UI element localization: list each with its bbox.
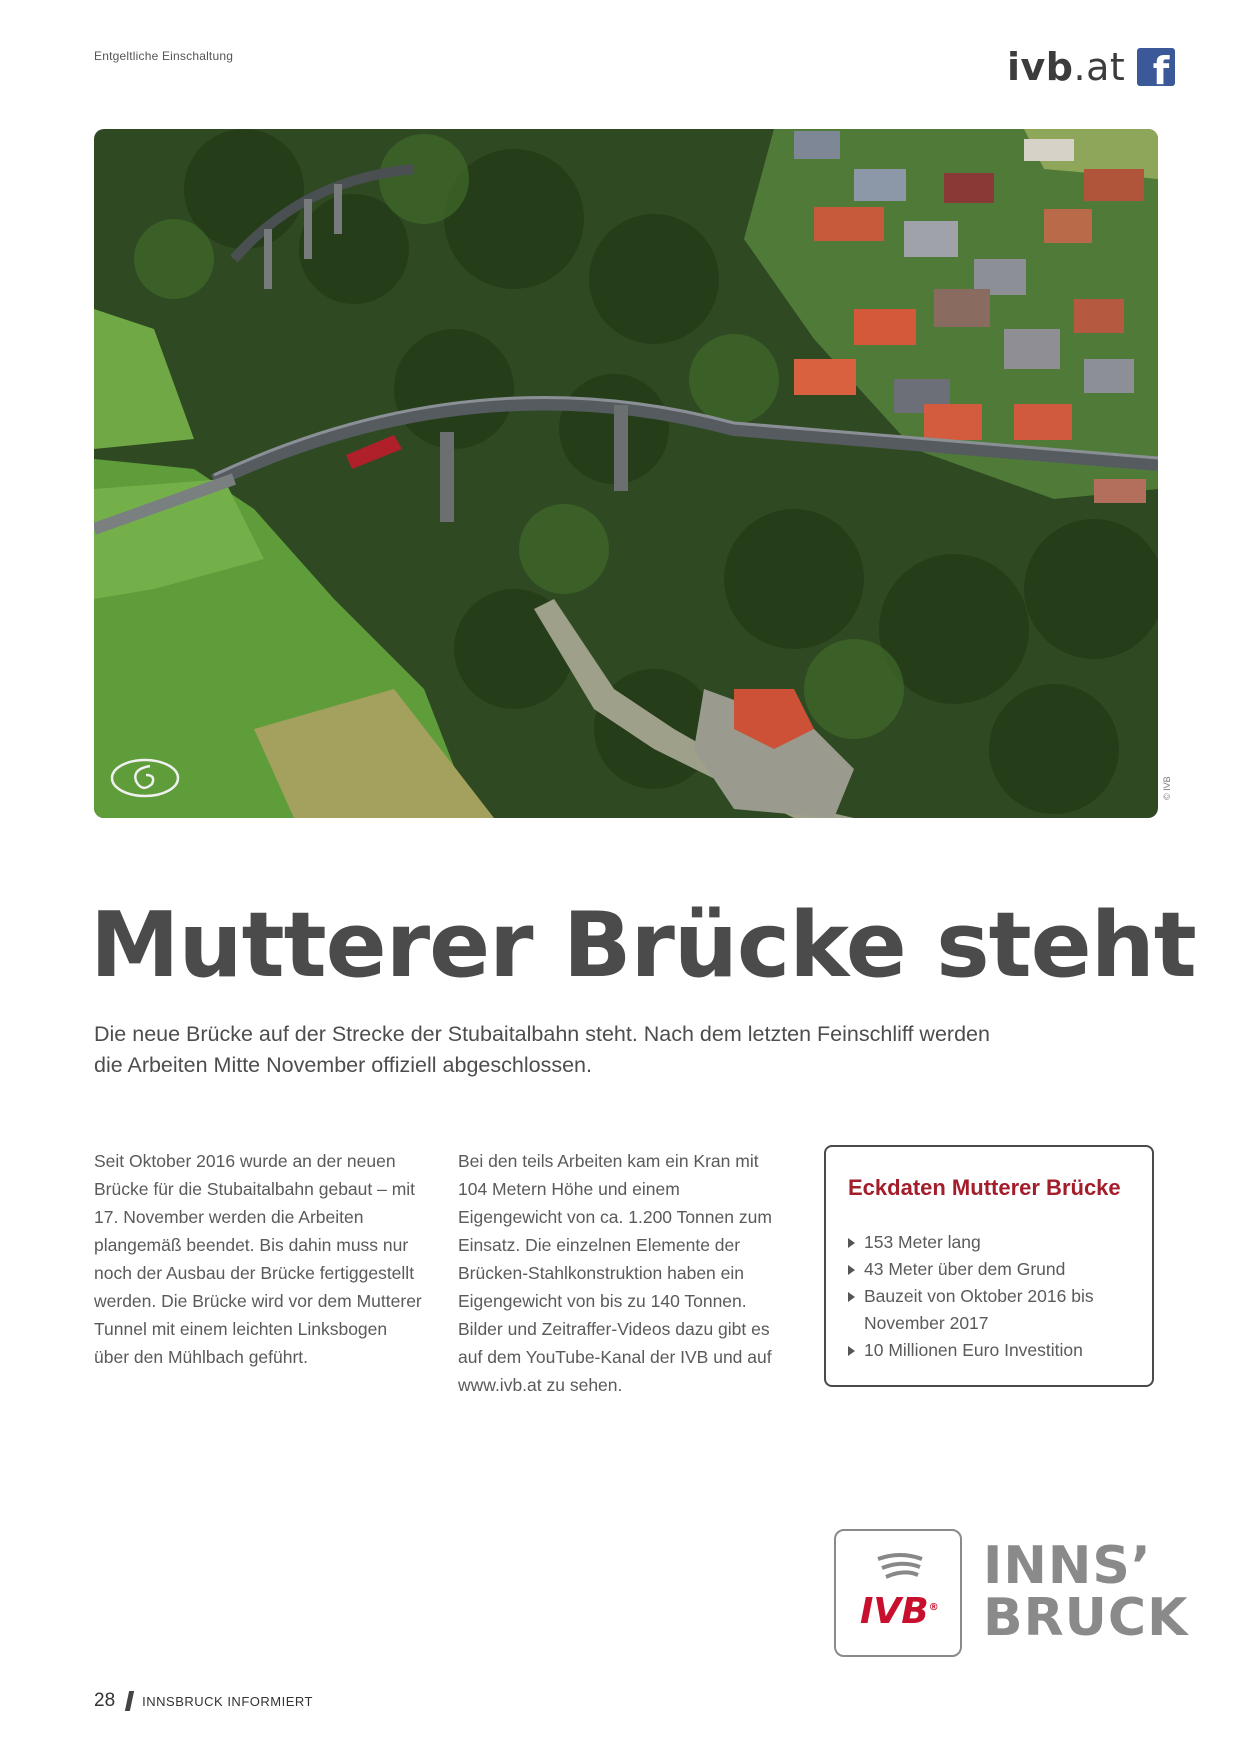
bullet-triangle-icon: [848, 1292, 855, 1302]
fact-list: [848, 1229, 1148, 1364]
bullet-triangle-icon: [848, 1238, 855, 1248]
ivb-logo: IVB®: [834, 1529, 962, 1657]
bullet-triangle-icon: [848, 1346, 855, 1356]
bullet-triangle-icon: [848, 1265, 855, 1275]
innsbruck-logo: INNS’ BRUCK: [983, 1536, 1189, 1648]
fact-item: 43 Meter über dem Grund: [848, 1256, 1148, 1283]
site-url[interactable]: ivb.at: [1007, 45, 1126, 89]
advertisement-note: Entgeltliche Einschaltung: [94, 49, 234, 63]
site-branding[interactable]: [1007, 45, 1175, 93]
page-footer: [94, 1690, 313, 1712]
page-number: 28: [94, 1690, 116, 1711]
aerial-bridge-photo: [94, 129, 1158, 818]
slash-divider: [125, 1691, 134, 1711]
fact-box: [824, 1145, 1154, 1387]
fact-item: Bauzeit von Oktober 2016 bis November 2017: [848, 1283, 1148, 1337]
fact-box-title: Eckdaten Mutterer Brücke: [848, 1175, 1121, 1200]
fact-item: 153 Meter lang: [848, 1229, 1148, 1256]
facebook-icon[interactable]: f: [1137, 48, 1175, 86]
publication-name: INNSBRUCK INFORMIERT: [142, 1693, 313, 1709]
article-lead: Die neue Brücke auf der Strecke der Stubaitalbahn steht. Nach dem letzten Feinschliff werden die Arbeiten Mitte November offiziell abgeschlossen.: [94, 1022, 990, 1077]
ivb-swoosh-icon: [876, 1553, 924, 1587]
article-column-1: Seit Oktober 2016 wurde an der neuen Brücke für die Stubaitalbahn gebaut – mit 17. November werden die Arbeiten plangemäß beendet. Bis dahin muss nur noch der Ausbau der Brücke fertiggestellt werden. Die Brücke wird vor dem Mutterer Tunnel mit einem leichten Linksbogen über den Mühlbach geführt.: [94, 1151, 422, 1367]
article-headline: Mutterer Brücke steht: [90, 893, 1196, 998]
article-column-2: Bei den teils Arbeiten kam ein Kran mit 104 Metern Höhe und einem Eigengewicht von ca. 1.200 Tonnen zum Einsatz. Die einzelnen Elemente der Brücken-Stahlkonstruktion haben ein Eigengewicht von bis zu 140 Tonnen. Bilder und Zeitraffer-Videos dazu gibt es auf dem YouTube-Kanal der IVB und auf www.ivb.at zu sehen.: [458, 1151, 772, 1395]
photo-credit: © IVB: [1162, 776, 1172, 800]
fact-item: 10 Millionen Euro Investition: [848, 1337, 1148, 1364]
